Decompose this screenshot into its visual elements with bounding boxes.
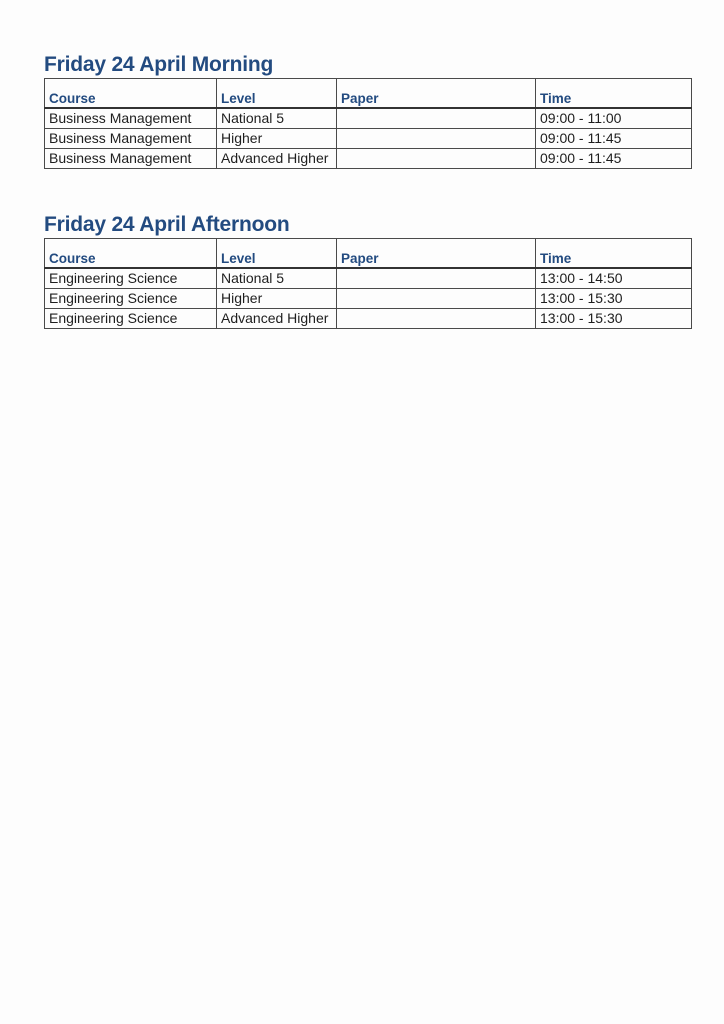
cell-paper <box>337 289 536 309</box>
cell-level: Higher <box>217 129 337 149</box>
cell-time: 09:00 - 11:45 <box>536 149 692 169</box>
cell-paper <box>337 268 536 289</box>
column-header-paper: Paper <box>337 79 536 109</box>
column-header-time: Time <box>536 79 692 109</box>
cell-time: 09:00 - 11:00 <box>536 108 692 129</box>
cell-paper <box>337 129 536 149</box>
cell-paper <box>337 108 536 129</box>
table-row <box>45 129 692 149</box>
column-header-level: Level <box>217 79 337 109</box>
cell-time: 09:00 - 11:45 <box>536 129 692 149</box>
exam-section-morning <box>44 52 691 169</box>
table-header-row <box>45 239 692 269</box>
column-header-course: Course <box>45 239 217 269</box>
cell-course: Business Management <box>45 129 217 149</box>
table-header-row <box>45 79 692 109</box>
cell-paper <box>337 309 536 329</box>
exam-table <box>44 78 692 169</box>
table-row <box>45 289 692 309</box>
cell-course: Engineering Science <box>45 268 217 289</box>
column-header-time: Time <box>536 239 692 269</box>
cell-time: 13:00 - 15:30 <box>536 309 692 329</box>
exam-section-afternoon <box>44 212 691 329</box>
exam-table <box>44 238 692 329</box>
table-row <box>45 149 692 169</box>
section-title: Friday 24 April Afternoon <box>44 213 290 236</box>
table-row <box>45 309 692 329</box>
column-header-paper: Paper <box>337 239 536 269</box>
cell-course: Business Management <box>45 149 217 169</box>
cell-course: Business Management <box>45 108 217 129</box>
cell-level: National 5 <box>217 108 337 129</box>
cell-time: 13:00 - 15:30 <box>536 289 692 309</box>
cell-course: Engineering Science <box>45 309 217 329</box>
column-header-level: Level <box>217 239 337 269</box>
cell-paper <box>337 149 536 169</box>
cell-level: Advanced Higher <box>217 309 337 329</box>
cell-time: 13:00 - 14:50 <box>536 268 692 289</box>
cell-level: National 5 <box>217 268 337 289</box>
cell-level: Advanced Higher <box>217 149 337 169</box>
section-title: Friday 24 April Morning <box>44 53 274 76</box>
column-header-course: Course <box>45 79 217 109</box>
cell-course: Engineering Science <box>45 289 217 309</box>
cell-level: Higher <box>217 289 337 309</box>
table-row <box>45 108 692 129</box>
table-row <box>45 268 692 289</box>
